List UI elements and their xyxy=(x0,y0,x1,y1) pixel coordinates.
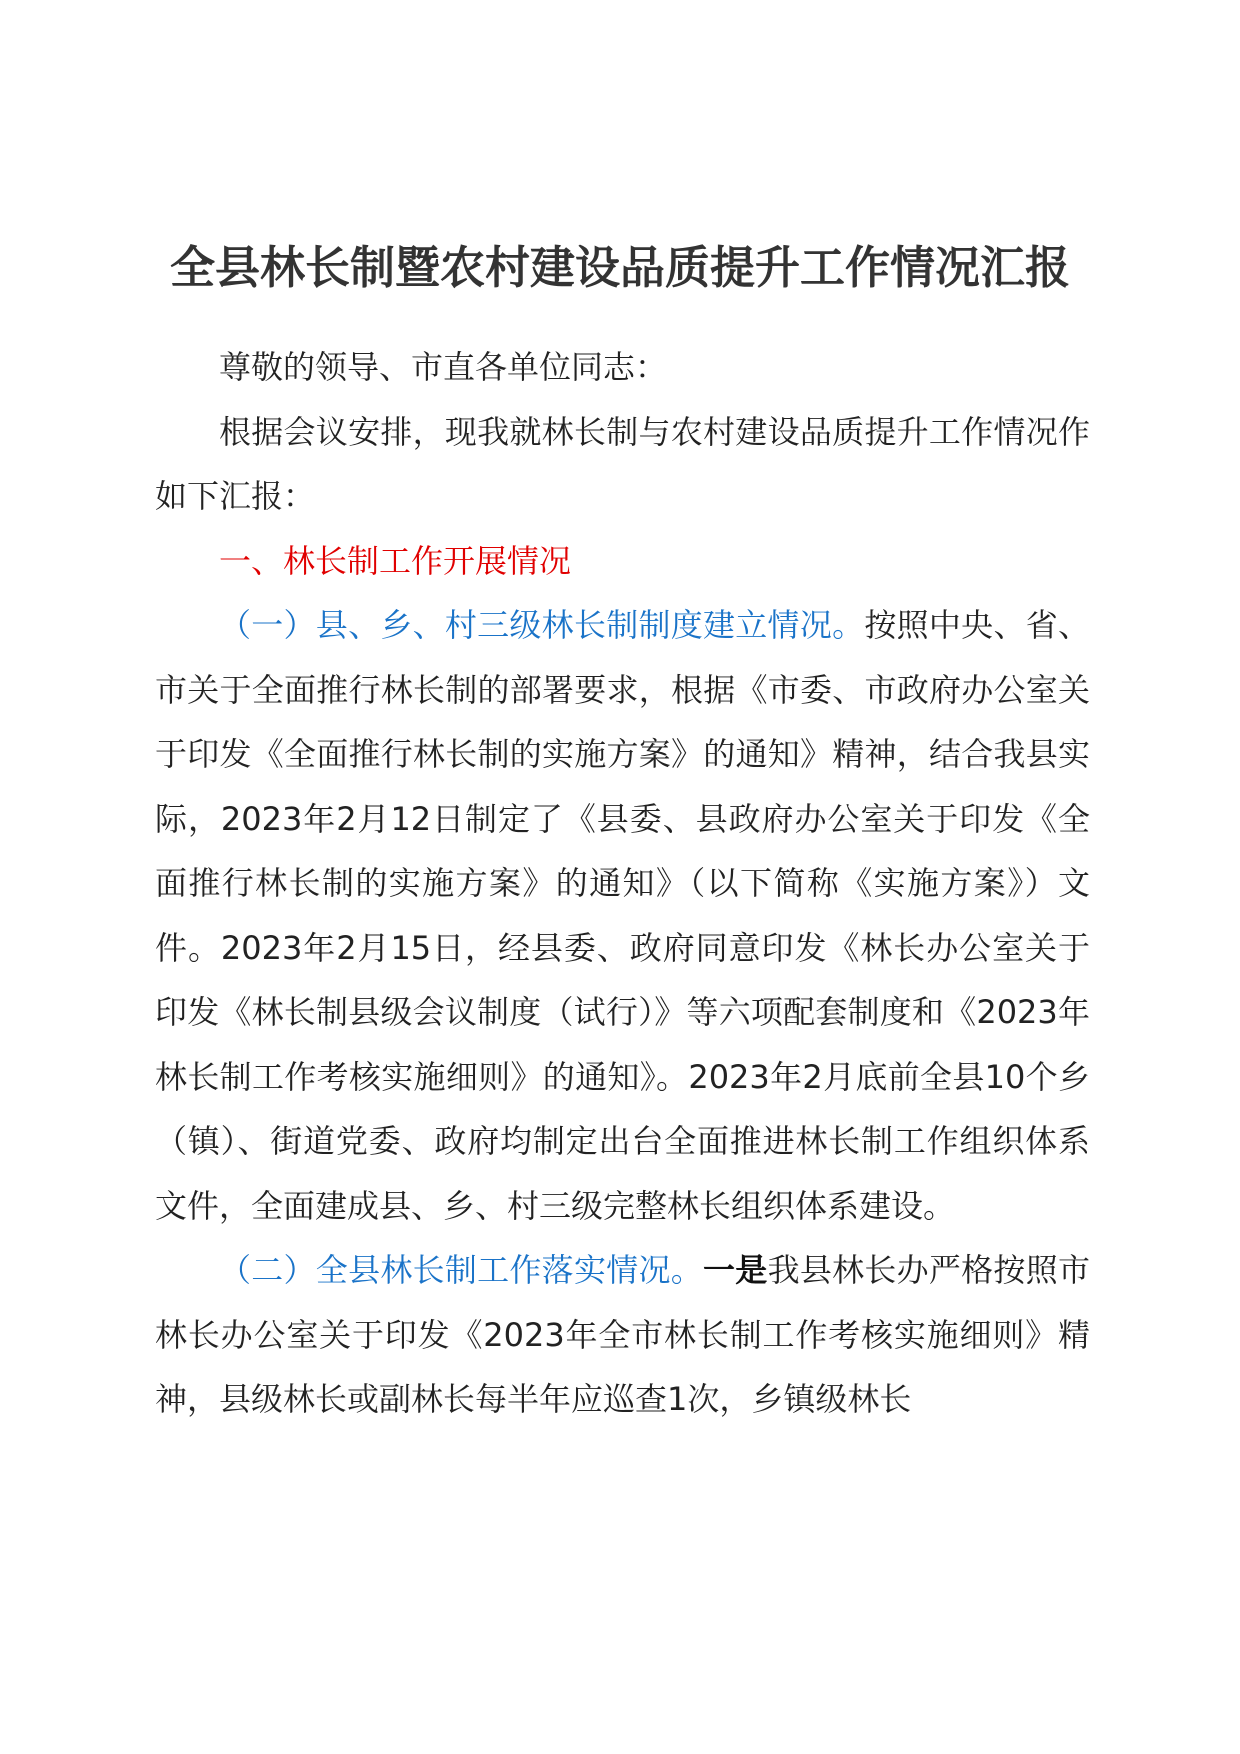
subsection-1-heading: （一）县、乡、村三级林长制制度建立情况。 xyxy=(219,606,865,644)
subsection-2-heading: （二）全县林长制工作落实情况。 xyxy=(219,1251,704,1289)
document-title: 全县林长制暨农村建设品质提升工作情况汇报 xyxy=(169,241,1070,294)
subsection-2-text: 我县林长办严格按照市林长办公室关于印发《2023年全市林长制工作考核实施细则》精神，县级林长或副林长每半年应巡查1次，乡镇级林长 xyxy=(155,1251,1090,1418)
salutation-paragraph: 尊敬的领导、市直各单位同志： xyxy=(219,348,668,386)
subsection-1-paragraph xyxy=(155,593,1090,1238)
subsection-1-text: 按照中央、省、市关于全面推行林长制的部署要求，根据《市委、市政府办公室关于印发《全面推行林长制的实施方案》的通知》精神，结合我县实际，2023年2月12日制定了《县委、县政府办公室关于印发《全面推行林长制的实施方案》的通知》（以下简称《实施方案》）文件。2023年2月15日，经县委、政府同意印发《林长办公室关于印发《林长制县级会议制度（试行）》等六项配套制度和《2023年林长制工作考核实施细则》的通知》。2023年2月底前全县10个乡（镇）、街道党委、政府均制定出台全面推进林长制工作组织体系文件，全面建成县、乡、村三级完整林长组织体系建设。 xyxy=(155,606,1090,1225)
section-1-heading-text: 一、林长制工作开展情况 xyxy=(219,541,572,580)
section-1-heading xyxy=(155,529,1090,594)
intro-paragraph: 根据会议安排，现我就林长制与农村建设品质提升工作情况作如下汇报： xyxy=(155,412,1090,515)
subsection-2-lead: 一是 xyxy=(703,1251,768,1289)
subsection-2-paragraph xyxy=(155,1238,1090,1432)
document-body xyxy=(155,335,1090,1432)
